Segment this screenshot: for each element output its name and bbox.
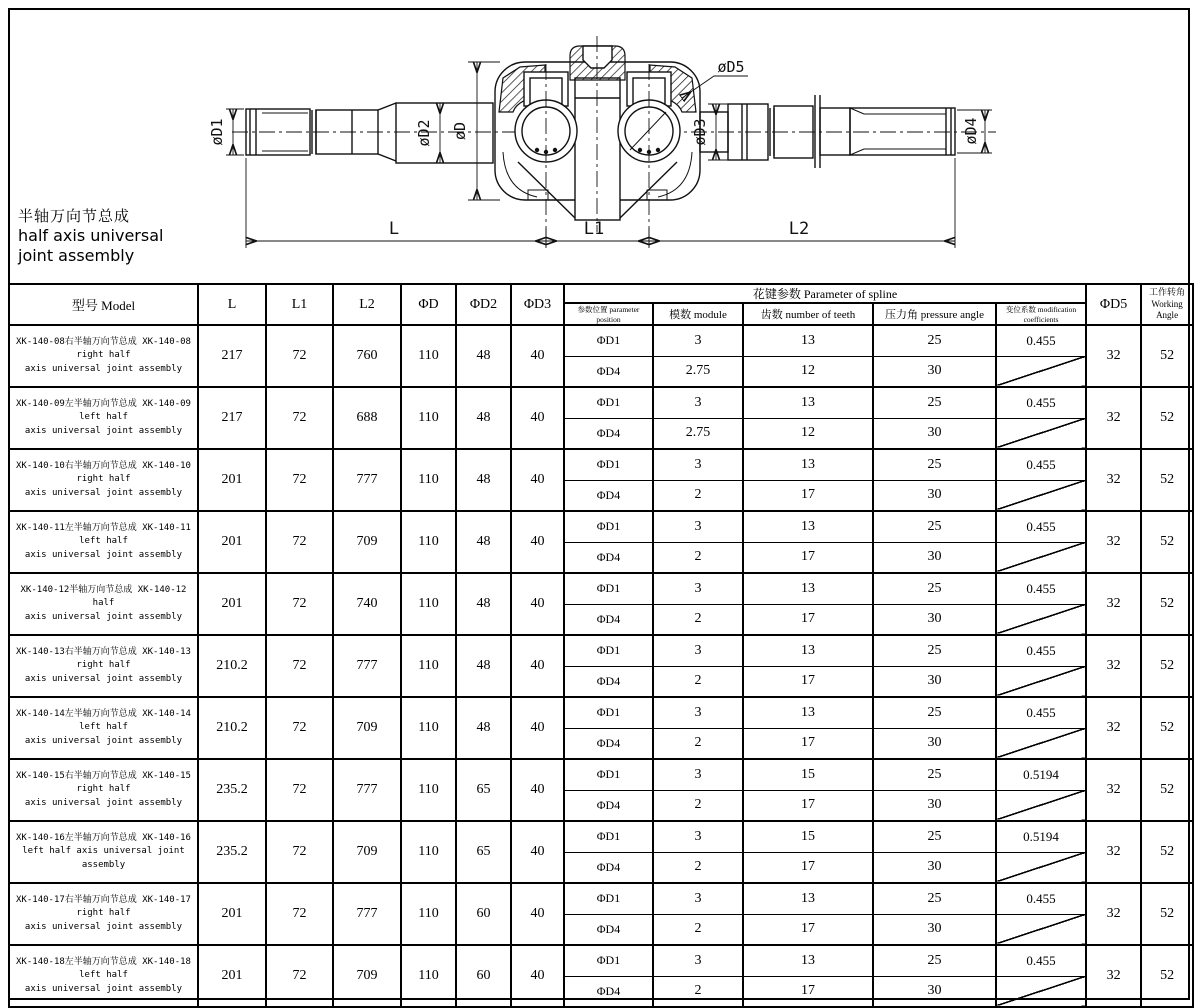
- header-working-angle: [1141, 284, 1193, 325]
- model-line-2: axis universal joint assembly: [24, 611, 183, 622]
- dim-label-L1: L1: [583, 219, 605, 239]
- cell-dD2: 65: [456, 759, 511, 821]
- cell-dD3: 40: [511, 883, 564, 945]
- cell-dD: 110: [401, 511, 456, 573]
- cell-spline-module: 3: [653, 325, 743, 356]
- cell-L: 235.2: [198, 759, 266, 821]
- header-dD: ΦD: [401, 284, 456, 325]
- header-dD2: ΦD2: [456, 284, 511, 325]
- cell-spline-coeff-slash: [996, 914, 1086, 945]
- cell-dD2: 60: [456, 883, 511, 945]
- model-line-1: XK-140-13右半轴万向节总成 XK-140-13 right half: [16, 647, 191, 671]
- cell-spline-coeff-slash: [996, 480, 1086, 511]
- cell-spline-pos: ΦD4: [564, 976, 653, 1007]
- cell-dD2: 48: [456, 387, 511, 449]
- cell-dD3: 40: [511, 759, 564, 821]
- header-L2: L2: [333, 284, 401, 325]
- cell-spline-coeff: 0.455: [996, 449, 1086, 480]
- header-spline-group: 花键参数 Parameter of spline: [564, 284, 1086, 303]
- cell-L: 235.2: [198, 821, 266, 883]
- cell-spline-angle: 25: [873, 573, 996, 604]
- cell-dD5: 32: [1086, 759, 1141, 821]
- cell-spline-angle: 30: [873, 418, 996, 449]
- cell-spline-coeff-slash: [996, 728, 1086, 759]
- cell-dD2: 65: [456, 821, 511, 883]
- cell-dD: 110: [401, 883, 456, 945]
- cell-spline-coeff-slash: [996, 666, 1086, 697]
- header-L: L: [198, 284, 266, 325]
- cell-working-angle: 52: [1141, 945, 1193, 1007]
- cell-working-angle: 52: [1141, 387, 1193, 449]
- cell-working-angle: 52: [1141, 449, 1193, 511]
- cell-dD5: 32: [1086, 697, 1141, 759]
- cell-L2: 777: [333, 635, 401, 697]
- table-row: [9, 945, 1193, 976]
- cell-spline-teeth: 15: [743, 821, 873, 852]
- cell-spline-teeth: 17: [743, 480, 873, 511]
- dim-label-d1: øD1: [208, 118, 226, 146]
- cell-dD: 110: [401, 697, 456, 759]
- cell-L2: 760: [333, 325, 401, 387]
- cell-spline-module: 3: [653, 573, 743, 604]
- cell-spline-pos: ΦD4: [564, 418, 653, 449]
- cell-spline-angle: 25: [873, 449, 996, 480]
- cell-spline-coeff-slash: [996, 418, 1086, 449]
- cell-working-angle: 52: [1141, 573, 1193, 635]
- cell-model: [9, 573, 198, 635]
- cell-spline-module: 3: [653, 883, 743, 914]
- cell-L2: 740: [333, 573, 401, 635]
- model-line-2: axis universal joint assembly: [24, 921, 183, 932]
- assembly-title-en-1: half axis universal: [18, 225, 164, 245]
- cell-spline-pos: ΦD4: [564, 728, 653, 759]
- cell-spline-teeth: 15: [743, 759, 873, 790]
- table-row: [9, 821, 1193, 852]
- cell-L2: 777: [333, 759, 401, 821]
- assembly-title-en-2: joint assembly: [18, 245, 135, 265]
- cell-spline-pos: ΦD4: [564, 914, 653, 945]
- cell-spline-pos: ΦD1: [564, 387, 653, 418]
- header-working-angle-en: Working Angle: [1151, 298, 1183, 321]
- cell-working-angle: 52: [1141, 635, 1193, 697]
- cell-spline-angle: 30: [873, 914, 996, 945]
- cell-spline-module: 2.75: [653, 356, 743, 387]
- cell-dD2: 48: [456, 449, 511, 511]
- assembly-drawing: [0, 0, 1200, 278]
- cell-model: [9, 821, 198, 883]
- cell-L1: 72: [266, 945, 333, 1007]
- cell-dD: 110: [401, 945, 456, 1007]
- cell-dD2: 48: [456, 635, 511, 697]
- cell-spline-angle: 25: [873, 325, 996, 356]
- cell-spline-angle: 30: [873, 480, 996, 511]
- cell-spline-teeth: 13: [743, 635, 873, 666]
- cell-dD2: 48: [456, 573, 511, 635]
- cell-spline-angle: 25: [873, 821, 996, 852]
- cell-dD5: 32: [1086, 573, 1141, 635]
- cell-spline-module: 3: [653, 821, 743, 852]
- cell-spline-coeff: 0.5194: [996, 821, 1086, 852]
- header-L1: L1: [266, 284, 333, 325]
- cell-spline-coeff: 0.5194: [996, 759, 1086, 790]
- dim-label-d2: øD2: [415, 119, 433, 147]
- cell-spline-pos: ΦD1: [564, 573, 653, 604]
- cell-spline-teeth: 17: [743, 604, 873, 635]
- assembly-label: [18, 207, 163, 266]
- table-row: [9, 511, 1193, 542]
- cell-spline-angle: 30: [873, 604, 996, 635]
- cell-model: [9, 325, 198, 387]
- cell-spline-coeff-slash: [996, 852, 1086, 883]
- dim-label-d4: øD4: [962, 117, 980, 145]
- cell-dD3: 40: [511, 635, 564, 697]
- cell-spline-module: 3: [653, 387, 743, 418]
- cell-dD5: 32: [1086, 325, 1141, 387]
- cell-working-angle: 52: [1141, 821, 1193, 883]
- model-line-2: axis universal joint assembly: [24, 797, 183, 808]
- cell-spline-teeth: 17: [743, 790, 873, 821]
- cell-L: 217: [198, 387, 266, 449]
- cell-working-angle: 52: [1141, 883, 1193, 945]
- cell-spline-angle: 30: [873, 790, 996, 821]
- cell-spline-module: 3: [653, 945, 743, 976]
- cell-dD5: 32: [1086, 945, 1141, 1007]
- cell-spline-angle: 25: [873, 697, 996, 728]
- cell-spline-pos: ΦD1: [564, 821, 653, 852]
- header-dD3: ΦD3: [511, 284, 564, 325]
- cell-dD2: 60: [456, 945, 511, 1007]
- cell-dD2: 48: [456, 325, 511, 387]
- model-line-1: XK-140-16左半轴万向节总成 XK-140-16: [16, 833, 191, 844]
- cell-spline-coeff-slash: [996, 604, 1086, 635]
- header-teeth: 齿数 number of teeth: [743, 303, 873, 325]
- cell-spline-angle: 25: [873, 945, 996, 976]
- cell-spline-teeth: 13: [743, 511, 873, 542]
- header-row-1: [9, 284, 1193, 303]
- cell-spline-coeff-slash: [996, 790, 1086, 821]
- header-model: 型号 Model: [9, 284, 198, 325]
- cell-spline-angle: 25: [873, 759, 996, 790]
- cell-spline-teeth: 12: [743, 418, 873, 449]
- cell-spline-pos: ΦD1: [564, 883, 653, 914]
- table-row: [9, 635, 1193, 666]
- model-line-2: axis universal joint assembly: [24, 363, 183, 374]
- cell-spline-module: 2: [653, 604, 743, 635]
- cell-dD: 110: [401, 387, 456, 449]
- cell-spline-coeff: 0.455: [996, 511, 1086, 542]
- cell-spline-module: 2: [653, 728, 743, 759]
- model-line-2: axis universal joint assembly: [24, 983, 183, 994]
- cell-spline-angle: 30: [873, 852, 996, 883]
- spec-table: [8, 283, 1194, 1008]
- cell-L: 210.2: [198, 697, 266, 759]
- cell-spline-teeth: 13: [743, 449, 873, 480]
- cell-model: [9, 511, 198, 573]
- cell-spline-coeff: 0.455: [996, 883, 1086, 914]
- table-body: [9, 325, 1193, 1007]
- cell-L: 201: [198, 511, 266, 573]
- cell-L1: 72: [266, 387, 333, 449]
- cell-spline-angle: 25: [873, 883, 996, 914]
- dim-label-d: øD: [451, 121, 469, 141]
- cell-spline-module: 2: [653, 480, 743, 511]
- header-param-position: 参数位置 parameter position: [564, 303, 653, 325]
- header-modification: 变位系数 modification coefficients: [996, 303, 1086, 325]
- cell-spline-coeff: 0.455: [996, 697, 1086, 728]
- cell-spline-coeff-slash: [996, 356, 1086, 387]
- cell-L: 217: [198, 325, 266, 387]
- cell-L1: 72: [266, 325, 333, 387]
- cell-L: 201: [198, 449, 266, 511]
- model-line-2: axis universal joint assembly: [24, 735, 183, 746]
- model-line-1: XK-140-14左半轴万向节总成 XK-140-14 left half: [16, 709, 191, 733]
- cell-L: 210.2: [198, 635, 266, 697]
- cell-spline-angle: 30: [873, 666, 996, 697]
- header-module: 模数 module: [653, 303, 743, 325]
- cell-spline-pos: ΦD4: [564, 356, 653, 387]
- cell-spline-pos: ΦD1: [564, 511, 653, 542]
- cell-model: [9, 759, 198, 821]
- cell-spline-teeth: 13: [743, 325, 873, 356]
- cell-dD5: 32: [1086, 635, 1141, 697]
- cell-dD3: 40: [511, 945, 564, 1007]
- cell-L1: 72: [266, 449, 333, 511]
- cell-spline-teeth: 17: [743, 728, 873, 759]
- cell-spline-pos: ΦD4: [564, 790, 653, 821]
- cell-spline-pos: ΦD1: [564, 759, 653, 790]
- table-row: [9, 697, 1193, 728]
- model-line-1: XK-140-18左半轴万向节总成 XK-140-18 left half: [16, 957, 191, 981]
- dim-label-L: L: [388, 219, 400, 239]
- cell-working-angle: 52: [1141, 511, 1193, 573]
- cell-spline-teeth: 13: [743, 387, 873, 418]
- cell-L: 201: [198, 883, 266, 945]
- cell-model: [9, 635, 198, 697]
- dim-label-d5: øD5: [717, 58, 745, 76]
- header-dD5: ΦD5: [1086, 284, 1141, 325]
- assembly-title-zh: 半轴万向节总成: [18, 207, 131, 225]
- cell-spline-coeff: 0.455: [996, 945, 1086, 976]
- cell-L2: 777: [333, 449, 401, 511]
- cell-L1: 72: [266, 573, 333, 635]
- cell-spline-angle: 30: [873, 542, 996, 573]
- cell-dD3: 40: [511, 449, 564, 511]
- model-line-2: axis universal joint assembly: [24, 673, 183, 684]
- table-row: [9, 387, 1193, 418]
- cell-L2: 688: [333, 387, 401, 449]
- cell-L: 201: [198, 945, 266, 1007]
- cell-spline-module: 2: [653, 852, 743, 883]
- cell-dD3: 40: [511, 387, 564, 449]
- cell-spline-module: 3: [653, 697, 743, 728]
- cell-spline-teeth: 17: [743, 666, 873, 697]
- cell-L1: 72: [266, 821, 333, 883]
- cell-spline-coeff: 0.455: [996, 635, 1086, 666]
- cell-spline-angle: 30: [873, 356, 996, 387]
- cell-L1: 72: [266, 511, 333, 573]
- cell-spline-pos: ΦD4: [564, 480, 653, 511]
- cell-spline-module: 3: [653, 635, 743, 666]
- dim-label-L2: L2: [788, 219, 810, 239]
- cell-L2: 709: [333, 821, 401, 883]
- model-line-1: XK-140-10右半轴万向节总成 XK-140-10 right half: [16, 461, 191, 485]
- model-line-1: XK-140-12半轴万向节总成 XK-140-12 half: [20, 585, 187, 609]
- cell-spline-teeth: 13: [743, 883, 873, 914]
- cell-spline-pos: ΦD4: [564, 852, 653, 883]
- cell-model: [9, 945, 198, 1007]
- cell-spline-pos: ΦD4: [564, 604, 653, 635]
- cell-dD2: 48: [456, 697, 511, 759]
- cell-model: [9, 449, 198, 511]
- model-line-1: XK-140-08右半轴万向节总成 XK-140-08 right half: [16, 337, 191, 361]
- cell-model: [9, 883, 198, 945]
- cell-spline-pos: ΦD4: [564, 666, 653, 697]
- cell-spline-teeth: 12: [743, 356, 873, 387]
- cell-L1: 72: [266, 635, 333, 697]
- cell-dD5: 32: [1086, 387, 1141, 449]
- cell-dD: 110: [401, 759, 456, 821]
- cell-spline-angle: 30: [873, 728, 996, 759]
- cell-model: [9, 697, 198, 759]
- cell-dD5: 32: [1086, 511, 1141, 573]
- cell-working-angle: 52: [1141, 325, 1193, 387]
- cell-spline-angle: 25: [873, 387, 996, 418]
- cell-spline-module: 2: [653, 542, 743, 573]
- cell-spline-pos: ΦD1: [564, 635, 653, 666]
- cell-dD2: 48: [456, 511, 511, 573]
- cell-spline-angle: 25: [873, 635, 996, 666]
- cell-dD3: 40: [511, 511, 564, 573]
- cell-spline-module: 2: [653, 976, 743, 1007]
- cell-L2: 709: [333, 697, 401, 759]
- cell-L2: 777: [333, 883, 401, 945]
- cell-spline-pos: ΦD1: [564, 449, 653, 480]
- cell-working-angle: 52: [1141, 759, 1193, 821]
- cell-dD: 110: [401, 573, 456, 635]
- model-line-2: axis universal joint assembly: [24, 425, 183, 436]
- cell-dD5: 32: [1086, 883, 1141, 945]
- cell-spline-module: 2: [653, 790, 743, 821]
- right-shaft: [700, 95, 955, 168]
- cell-dD: 110: [401, 325, 456, 387]
- dim-label-d3: øD3: [691, 118, 709, 146]
- cell-spline-angle: 30: [873, 976, 996, 1007]
- model-line-1: XK-140-11左半轴万向节总成 XK-140-11 left half: [16, 523, 191, 547]
- cell-spline-coeff: 0.455: [996, 573, 1086, 604]
- cell-spline-coeff-slash: [996, 976, 1086, 1007]
- model-line-1: XK-140-15右半轴万向节总成 XK-140-15 right half: [16, 771, 191, 795]
- table-row: [9, 759, 1193, 790]
- cell-spline-teeth: 17: [743, 914, 873, 945]
- cell-dD3: 40: [511, 325, 564, 387]
- cell-dD5: 32: [1086, 821, 1141, 883]
- table-row: [9, 449, 1193, 480]
- model-line-2: axis universal joint assembly: [24, 549, 183, 560]
- cell-L2: 709: [333, 945, 401, 1007]
- cell-spline-teeth: 13: [743, 945, 873, 976]
- cell-spline-coeff: 0.455: [996, 387, 1086, 418]
- cell-spline-pos: ΦD1: [564, 697, 653, 728]
- header-working-angle-zh: 工作转角: [1149, 286, 1186, 297]
- cell-spline-teeth: 13: [743, 573, 873, 604]
- cell-spline-angle: 25: [873, 511, 996, 542]
- cell-dD: 110: [401, 821, 456, 883]
- cell-dD: 110: [401, 449, 456, 511]
- cell-spline-module: 3: [653, 449, 743, 480]
- cell-L2: 709: [333, 511, 401, 573]
- housing: [495, 36, 700, 247]
- model-line-1: XK-140-09左半轴万向节总成 XK-140-09 left half: [16, 399, 191, 423]
- cell-dD3: 40: [511, 697, 564, 759]
- cell-spline-module: 3: [653, 511, 743, 542]
- cell-spline-pos: ΦD1: [564, 325, 653, 356]
- cell-dD5: 32: [1086, 449, 1141, 511]
- cell-dD: 110: [401, 635, 456, 697]
- cell-spline-pos: ΦD1: [564, 945, 653, 976]
- cell-dD3: 40: [511, 821, 564, 883]
- cell-model: [9, 387, 198, 449]
- cell-working-angle: 52: [1141, 697, 1193, 759]
- table-row: [9, 325, 1193, 356]
- cell-spline-teeth: 17: [743, 976, 873, 1007]
- cell-L: 201: [198, 573, 266, 635]
- table-row: [9, 573, 1193, 604]
- header-pressure-angle: 压力角 pressure angle: [873, 303, 996, 325]
- cell-spline-module: 2: [653, 666, 743, 697]
- cell-dD3: 40: [511, 573, 564, 635]
- cell-spline-teeth: 13: [743, 697, 873, 728]
- cell-spline-module: 3: [653, 759, 743, 790]
- model-line-2: axis universal joint assembly: [24, 487, 183, 498]
- model-line-1: XK-140-17右半轴万向节总成 XK-140-17 right half: [16, 895, 191, 919]
- cell-L1: 72: [266, 697, 333, 759]
- cell-L1: 72: [266, 759, 333, 821]
- cell-spline-teeth: 17: [743, 542, 873, 573]
- cell-spline-module: 2.75: [653, 418, 743, 449]
- cell-L1: 72: [266, 883, 333, 945]
- cell-spline-coeff-slash: [996, 542, 1086, 573]
- model-line-2: left half axis universal joint assembly: [22, 846, 185, 870]
- table-row: [9, 883, 1193, 914]
- cell-spline-pos: ΦD4: [564, 542, 653, 573]
- cell-spline-teeth: 17: [743, 852, 873, 883]
- cell-spline-module: 2: [653, 914, 743, 945]
- cell-spline-coeff: 0.455: [996, 325, 1086, 356]
